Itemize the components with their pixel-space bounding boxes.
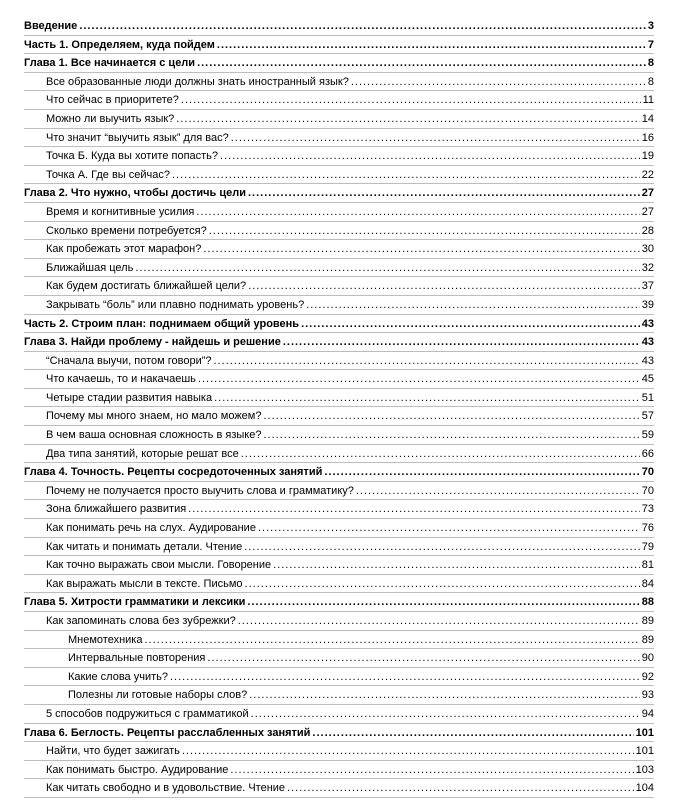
toc-entry-page: 7: [647, 38, 654, 51]
toc-entry-41[interactable]: [24, 761, 654, 780]
toc-leader-dots: [214, 352, 640, 371]
toc-entry-title: Зона ближайшего развития: [46, 503, 187, 516]
toc-entry-9[interactable]: [24, 166, 654, 185]
toc-entry-page: 32: [641, 261, 654, 274]
toc-leader-dots: [251, 705, 640, 724]
toc-entry-page: 92: [641, 670, 654, 683]
toc-leader-dots: [198, 370, 640, 389]
toc-entry-page: 22: [641, 168, 654, 181]
toc-entry-6[interactable]: [24, 110, 654, 129]
toc-entry-title: Что сейчас в приоритете?: [46, 94, 179, 107]
toc-entry-37[interactable]: [24, 686, 654, 705]
toc-entry-40[interactable]: [24, 742, 654, 761]
toc-entry-page: 101: [635, 726, 654, 739]
toc-leader-dots: [312, 724, 633, 743]
toc-entry-page: 79: [641, 540, 654, 553]
toc-entry-title: Точка А. Где вы сейчас?: [46, 168, 170, 181]
toc-entry-page: 43: [641, 354, 654, 367]
toc-leader-dots: [196, 203, 639, 222]
toc-entry-page: 89: [641, 633, 654, 646]
toc-leader-dots: [273, 556, 640, 575]
toc-entry-13[interactable]: [24, 240, 654, 259]
toc-leader-dots: [258, 519, 640, 538]
toc-entry-3[interactable]: [24, 54, 654, 73]
toc-entry-page: 90: [641, 652, 654, 665]
toc-entry-title: Глава 5. Хитрости грамматики и лексики: [24, 596, 246, 609]
toc-entry-29[interactable]: [24, 538, 654, 557]
toc-entry-16[interactable]: [24, 296, 654, 315]
toc-leader-dots: [207, 649, 639, 668]
toc-leader-dots: [181, 91, 641, 110]
toc-entry-title: Интервальные повторения: [68, 652, 206, 665]
toc-entry-34[interactable]: [24, 631, 654, 650]
toc-entry-page: 43: [641, 317, 654, 330]
toc-entry-23[interactable]: [24, 426, 654, 445]
toc-entry-7[interactable]: [24, 129, 654, 148]
toc-entry-page: 39: [641, 298, 654, 311]
toc-entry-title: Два типа занятий, которые решат все: [46, 447, 239, 460]
toc-entry-12[interactable]: [24, 222, 654, 241]
toc-entry-page: 14: [641, 112, 654, 125]
toc-entry-page: 84: [641, 577, 654, 590]
toc-entry-title: Почему мы много знаем, но мало можем?: [46, 410, 262, 423]
toc-entry-35[interactable]: [24, 649, 654, 668]
toc-entry-30[interactable]: [24, 556, 654, 575]
toc-entry-page: 19: [641, 150, 654, 163]
toc-leader-dots: [356, 482, 640, 501]
toc-entry-title: “Сначала выучи, потом говори”?: [46, 354, 212, 367]
toc-entry-page: 88: [641, 596, 654, 609]
toc-entry-title: Глава 6. Беглость. Рецепты расслабленных занятий: [24, 726, 311, 739]
toc-entry-26[interactable]: [24, 482, 654, 501]
toc-leader-dots: [263, 407, 639, 426]
toc-entry-title: Закрывать “боль” или плавно поднимать уровень?: [46, 298, 305, 311]
toc-entry-title: Как понимать речь на слух. Аудирование: [46, 522, 256, 535]
toc-entry-title: Что значит “выучить язык” для вас?: [46, 131, 229, 144]
toc-entry-title: Мнемотехника: [68, 633, 143, 646]
toc-entry-page: 70: [641, 484, 654, 497]
toc-entry-14[interactable]: [24, 259, 654, 278]
toc-entry-title: В чем ваша основная сложность в языке?: [46, 429, 262, 442]
toc-entry-42[interactable]: [24, 779, 654, 798]
toc-entry-19[interactable]: [24, 352, 654, 371]
toc-entry-2[interactable]: [24, 36, 654, 55]
toc-leader-dots: [172, 166, 640, 185]
table-of-contents: [24, 17, 654, 798]
toc-entry-page: 28: [641, 224, 654, 237]
toc-entry-22[interactable]: [24, 407, 654, 426]
toc-entry-title: Все образованные люди должны знать иностранный язык?: [46, 75, 349, 88]
toc-leader-dots: [220, 147, 640, 166]
toc-entry-10[interactable]: [24, 184, 654, 203]
toc-entry-11[interactable]: [24, 203, 654, 222]
toc-entry-page: 3: [647, 20, 654, 32]
toc-entry-title: Как пробежать этот марафон?: [46, 243, 202, 256]
toc-leader-dots: [144, 631, 639, 650]
toc-entry-page: 59: [641, 429, 654, 442]
toc-entry-page: 66: [641, 447, 654, 460]
toc-entry-title: Полезны ли готовые наборы слов?: [68, 689, 248, 702]
toc-entry-title: Часть 1. Определяем, куда пойдем: [24, 38, 215, 51]
toc-leader-dots: [248, 184, 640, 203]
toc-entry-title: Можно ли выучить язык?: [46, 112, 175, 125]
toc-entry-title: Как запоминать слова без зубрежки?: [46, 615, 236, 627]
toc-entry-title: Как читать и понимать детали. Чтение: [46, 540, 243, 553]
toc-entry-page: 81: [641, 559, 654, 572]
toc-leader-dots: [241, 445, 640, 464]
toc-entry-page: 104: [635, 782, 654, 795]
toc-entry-title: Четыре стадии развития навыка: [46, 391, 213, 404]
toc-entry-20[interactable]: [24, 370, 654, 389]
toc-entry-title: Какие слова учить?: [68, 670, 168, 683]
toc-entry-title: 5 способов подружиться с грамматикой: [46, 707, 249, 720]
toc-entry-page: 70: [641, 466, 654, 479]
toc-entry-27[interactable]: [24, 500, 654, 519]
toc-leader-dots: [214, 389, 640, 408]
toc-leader-dots: [324, 463, 639, 482]
toc-entry-page: 76: [641, 522, 654, 535]
toc-entry-title: Часть 2. Строим план: поднимаем общий уровень: [24, 317, 300, 330]
toc-entry-title: Глава 4. Точность. Рецепты сосредоточенных занятий: [24, 466, 323, 479]
toc-leader-dots: [230, 761, 633, 780]
toc-leader-dots: [231, 129, 640, 148]
toc-leader-dots: [197, 54, 646, 73]
toc-entry-page: 103: [635, 763, 654, 776]
toc-entry-page: 93: [641, 689, 654, 702]
toc-entry-title: Глава 2. Что нужно, чтобы достичь цели: [24, 187, 246, 200]
toc-entry-1[interactable]: [24, 17, 654, 36]
toc-leader-dots: [247, 593, 639, 612]
toc-entry-page: 8: [647, 57, 654, 70]
toc-entry-15[interactable]: [24, 277, 654, 296]
toc-entry-18[interactable]: [24, 333, 654, 352]
toc-entry-page: 94: [641, 707, 654, 720]
toc-entry-page: 37: [641, 280, 654, 293]
toc-entry-title: Почему не получается просто выучить слова и грамматику?: [46, 484, 354, 497]
toc-entry-title: Как точно выражать свои мысли. Говорение: [46, 559, 272, 572]
toc-entry-21[interactable]: [24, 389, 654, 408]
toc-entry-page: 51: [641, 391, 654, 404]
toc-entry-title: Что качаешь, то и накачаешь: [46, 373, 196, 386]
toc-leader-dots: [79, 17, 646, 36]
toc-entry-31[interactable]: [24, 575, 654, 594]
toc-leader-dots: [182, 742, 634, 761]
toc-entry-page: 43: [641, 336, 654, 349]
toc-leader-dots: [248, 277, 640, 296]
toc-entry-title: Как будем достигать ближайшей цели?: [46, 280, 247, 293]
toc-entry-page: 8: [647, 75, 654, 88]
toc-leader-dots: [249, 686, 640, 705]
toc-leader-dots: [238, 612, 640, 631]
toc-entry-28[interactable]: [24, 519, 654, 538]
toc-entry-page: 45: [641, 373, 654, 386]
toc-leader-dots: [287, 779, 634, 798]
toc-leader-dots: [217, 36, 646, 55]
toc-entry-title: Глава 1. Все начинается с цели: [24, 57, 196, 70]
toc-entry-title: Время и когнитивные усилия: [46, 205, 195, 218]
toc-leader-dots: [301, 315, 640, 334]
toc-entry-title: Сколько времени потребуется?: [46, 224, 207, 237]
toc-entry-title: Найти, что будет зажигать: [46, 745, 180, 758]
toc-entry-5[interactable]: [24, 91, 654, 110]
toc-entry-page: 57: [641, 410, 654, 423]
toc-entry-33[interactable]: [24, 612, 654, 631]
toc-leader-dots: [203, 240, 639, 259]
toc-entry-title: Как понимать быстро. Аудирование: [46, 763, 229, 776]
toc-leader-dots: [188, 500, 640, 519]
toc-entry-page: 101: [635, 745, 654, 758]
toc-leader-dots: [306, 296, 640, 315]
toc-entry-title: Глава 3. Найди проблему - найдешь и решение: [24, 336, 281, 349]
toc-entry-38[interactable]: [24, 705, 654, 724]
toc-entry-32[interactable]: [24, 593, 654, 612]
toc-leader-dots: [263, 426, 639, 445]
toc-entry-page: 73: [641, 503, 654, 516]
toc-entry-17[interactable]: [24, 315, 654, 334]
toc-entry-page: 89: [641, 615, 654, 627]
toc-entry-24[interactable]: [24, 445, 654, 464]
toc-leader-dots: [244, 538, 640, 557]
toc-leader-dots: [209, 222, 640, 241]
toc-entry-page: 11: [642, 94, 654, 107]
toc-entry-title: Как выражать мысли в тексте. Письмо: [46, 577, 243, 590]
toc-entry-page: 30: [641, 243, 654, 256]
toc-entry-page: 27: [641, 187, 654, 200]
toc-leader-dots: [176, 110, 639, 129]
toc-entry-title: Как читать свободно и в удовольствие. Чтение: [46, 782, 286, 795]
toc-entry-page: 16: [641, 131, 654, 144]
toc-leader-dots: [170, 668, 640, 687]
toc-entry-4[interactable]: [24, 73, 654, 92]
toc-entry-39[interactable]: [24, 724, 654, 743]
toc-entry-title: Точка Б. Куда вы хотите попасть?: [46, 150, 219, 163]
toc-entry-36[interactable]: [24, 668, 654, 687]
toc-entry-8[interactable]: [24, 147, 654, 166]
toc-entry-25[interactable]: [24, 463, 654, 482]
toc-leader-dots: [283, 333, 640, 352]
toc-entry-title: Введение: [24, 20, 78, 32]
toc-leader-dots: [351, 73, 646, 92]
toc-leader-dots: [245, 575, 640, 594]
toc-entry-title: Ближайшая цель: [46, 261, 134, 274]
toc-entry-page: 27: [641, 205, 654, 218]
toc-leader-dots: [135, 259, 639, 278]
